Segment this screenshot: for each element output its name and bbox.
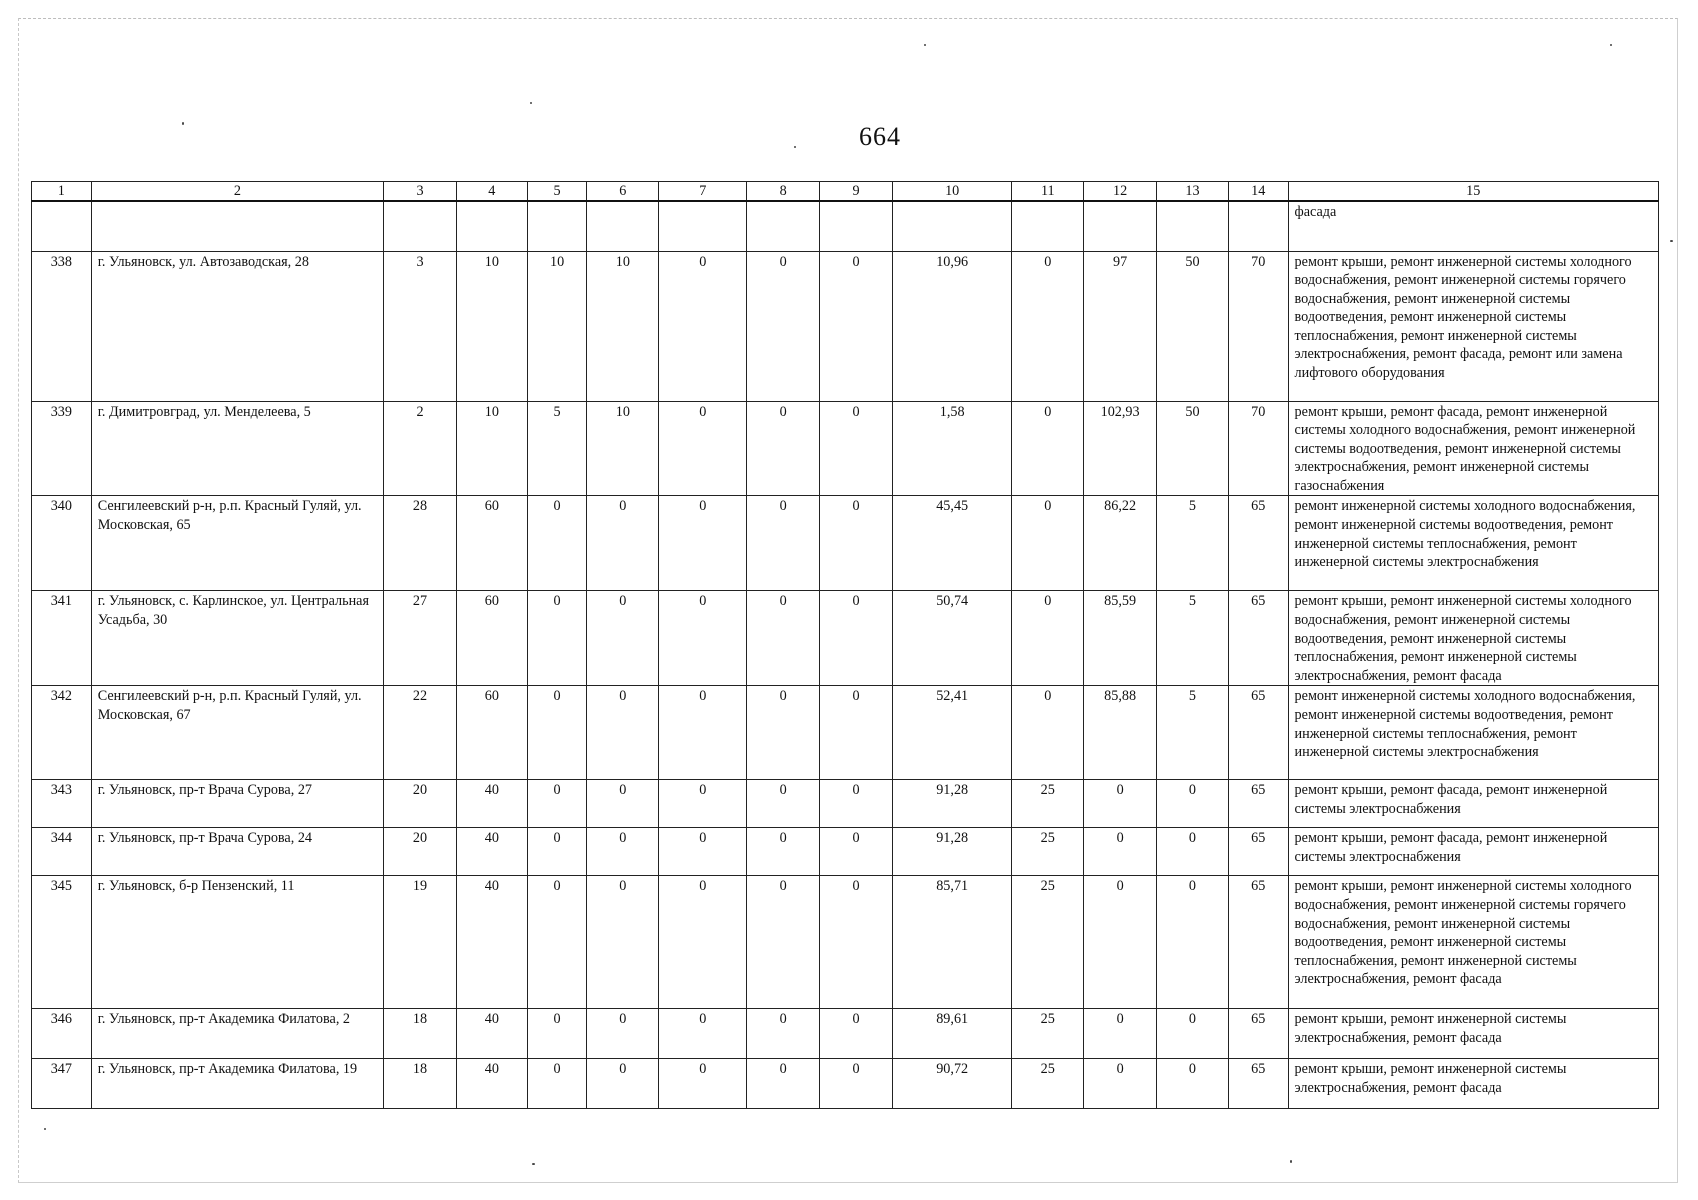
page-number: 664 — [859, 122, 901, 151]
value-cell-c3: 20 — [384, 780, 457, 828]
value-cell-c11: 25 — [1012, 828, 1084, 876]
address-cell: Сенгилеевский р-н, р.п. Красный Гуляй, ул. Московская, 67 — [91, 686, 383, 780]
scan-speck — [1610, 44, 1612, 46]
row-number: 338 — [32, 251, 92, 401]
works-cell: ремонт крыши, ремонт инженерной системы холодного водоснабжения, ремонт инженерной системы горячего водоснабжения, ремонт инженерной системы водоотведения, ремонт инженерной системы теплоснабжения, ремонт инженерной системы электроснабжения, ремонт фасада — [1288, 876, 1658, 1009]
value-cell-c8: 0 — [747, 1009, 820, 1059]
value-cell-c10: 91,28 — [892, 828, 1011, 876]
value-cell-c9: 0 — [820, 496, 893, 591]
value-cell-c5: 0 — [527, 496, 587, 591]
value-cell-c13: 5 — [1157, 496, 1229, 591]
value-cell-c13: 5 — [1157, 591, 1229, 686]
value-cell-c9: 0 — [820, 401, 893, 496]
table-cell — [1084, 201, 1157, 251]
address-cell: Сенгилеевский р-н, р.п. Красный Гуляй, ул. Московская, 65 — [91, 496, 383, 591]
column-header: 7 — [659, 182, 747, 202]
value-cell-c14: 65 — [1228, 1059, 1288, 1109]
value-cell-c8: 0 — [747, 780, 820, 828]
column-header: 1 — [32, 182, 92, 202]
works-cell: ремонт инженерной системы холодного водоснабжения, ремонт инженерной системы водоотведения, ремонт инженерной системы теплоснабжения, ремонт инженерной системы электроснабжения — [1288, 496, 1658, 591]
table-row — [32, 780, 1659, 828]
value-cell-c5: 0 — [527, 828, 587, 876]
row-number: 347 — [32, 1059, 92, 1109]
scan-speck — [530, 102, 532, 104]
value-cell-c12: 0 — [1084, 828, 1157, 876]
value-cell-c5: 10 — [527, 251, 587, 401]
value-cell-c5: 0 — [527, 780, 587, 828]
value-cell-c4: 40 — [456, 1009, 527, 1059]
value-cell-c5: 0 — [527, 1059, 587, 1109]
value-cell-c10: 90,72 — [892, 1059, 1011, 1109]
column-header: 9 — [820, 182, 893, 202]
table-cell — [1228, 201, 1288, 251]
row-number: 344 — [32, 828, 92, 876]
value-cell-c6: 10 — [587, 251, 659, 401]
value-cell-c11: 0 — [1012, 496, 1084, 591]
scan-speck — [1290, 1160, 1292, 1163]
value-cell-c6: 0 — [587, 686, 659, 780]
value-cell-c3: 27 — [384, 591, 457, 686]
value-cell-c6: 0 — [587, 828, 659, 876]
table-row — [32, 251, 1659, 401]
column-header: 13 — [1157, 182, 1229, 202]
value-cell-c12: 0 — [1084, 1009, 1157, 1059]
works-cell: ремонт крыши, ремонт фасада, ремонт инженерной системы холодного водоснабжения, ремонт инженерной системы водоотведения, ремонт инженерной системы электроснабжения, ремонт инженерной системы газоснабжения — [1288, 401, 1658, 496]
table-cell — [659, 201, 747, 251]
value-cell-c14: 65 — [1228, 780, 1288, 828]
row-number: 342 — [32, 686, 92, 780]
scan-speck — [1670, 240, 1673, 242]
table-row — [32, 401, 1659, 496]
table-row — [32, 496, 1659, 591]
value-cell-c13: 5 — [1157, 686, 1229, 780]
value-cell-c3: 18 — [384, 1009, 457, 1059]
table-cell — [456, 201, 527, 251]
column-header: 15 — [1288, 182, 1658, 202]
value-cell-c8: 0 — [747, 251, 820, 401]
value-cell-c13: 0 — [1157, 1059, 1229, 1109]
table-row — [32, 1059, 1659, 1109]
row-number: 343 — [32, 780, 92, 828]
table-cell — [587, 201, 659, 251]
works-cell: ремонт крыши, ремонт фасада, ремонт инженерной системы электроснабжения — [1288, 780, 1658, 828]
value-cell-c9: 0 — [820, 828, 893, 876]
row-number: 345 — [32, 876, 92, 1009]
column-header: 5 — [527, 182, 587, 202]
value-cell-c4: 60 — [456, 496, 527, 591]
address-cell: г. Ульяновск, пр-т Академика Филатова, 19 — [91, 1059, 383, 1109]
row-number: 339 — [32, 401, 92, 496]
value-cell-c9: 0 — [820, 876, 893, 1009]
address-cell: г. Ульяновск, с. Карлинское, ул. Центральная Усадьба, 30 — [91, 591, 383, 686]
column-header: 14 — [1228, 182, 1288, 202]
value-cell-c12: 0 — [1084, 780, 1157, 828]
header-row — [32, 182, 1659, 202]
value-cell-c8: 0 — [747, 876, 820, 1009]
value-cell-c13: 0 — [1157, 828, 1229, 876]
column-header: 10 — [892, 182, 1011, 202]
value-cell-c7: 0 — [659, 496, 747, 591]
scan-speck — [44, 1128, 46, 1130]
value-cell-c12: 85,88 — [1084, 686, 1157, 780]
value-cell-c9: 0 — [820, 251, 893, 401]
value-cell-c9: 0 — [820, 1059, 893, 1109]
value-cell-c10: 1,58 — [892, 401, 1011, 496]
value-cell-c6: 10 — [587, 401, 659, 496]
value-cell-c6: 0 — [587, 1059, 659, 1109]
scan-speck — [794, 146, 796, 148]
value-cell-c11: 25 — [1012, 1059, 1084, 1109]
value-cell-c11: 0 — [1012, 591, 1084, 686]
value-cell-c10: 45,45 — [892, 496, 1011, 591]
continuation-row — [32, 201, 1659, 251]
table-cell — [820, 201, 893, 251]
value-cell-c4: 60 — [456, 591, 527, 686]
value-cell-c7: 0 — [659, 401, 747, 496]
value-cell-c3: 28 — [384, 496, 457, 591]
address-cell: г. Ульяновск, пр-т Врача Сурова, 24 — [91, 828, 383, 876]
table-cell — [1012, 201, 1084, 251]
value-cell-c6: 0 — [587, 1009, 659, 1059]
value-cell-c4: 40 — [456, 828, 527, 876]
value-cell-c12: 97 — [1084, 251, 1157, 401]
value-cell-c5: 0 — [527, 591, 587, 686]
address-cell: г. Ульяновск, пр-т Врача Сурова, 27 — [91, 780, 383, 828]
value-cell-c11: 0 — [1012, 401, 1084, 496]
address-cell: г. Ульяновск, б-р Пензенский, 11 — [91, 876, 383, 1009]
works-cell: ремонт крыши, ремонт инженерной системы холодного водоснабжения, ремонт инженерной системы водоотведения, ремонт инженерной системы теплоснабжения, ремонт инженерной системы электроснабжения, ремонт фасада — [1288, 591, 1658, 686]
address-cell: г. Ульяновск, ул. Автозаводская, 28 — [91, 251, 383, 401]
value-cell-c8: 0 — [747, 686, 820, 780]
value-cell-c6: 0 — [587, 496, 659, 591]
value-cell-c5: 0 — [527, 876, 587, 1009]
value-cell-c14: 65 — [1228, 591, 1288, 686]
works-continuation: фасада — [1288, 201, 1658, 251]
value-cell-c9: 0 — [820, 1009, 893, 1059]
data-table — [31, 181, 1659, 1109]
table-row — [32, 828, 1659, 876]
value-cell-c5: 5 — [527, 401, 587, 496]
value-cell-c8: 0 — [747, 496, 820, 591]
value-cell-c6: 0 — [587, 780, 659, 828]
value-cell-c4: 10 — [456, 401, 527, 496]
works-cell: ремонт крыши, ремонт фасада, ремонт инженерной системы электроснабжения — [1288, 828, 1658, 876]
value-cell-c14: 65 — [1228, 876, 1288, 1009]
value-cell-c10: 89,61 — [892, 1009, 1011, 1059]
column-header: 8 — [747, 182, 820, 202]
value-cell-c14: 65 — [1228, 496, 1288, 591]
row-number: 340 — [32, 496, 92, 591]
row-number: 341 — [32, 591, 92, 686]
value-cell-c10: 50,74 — [892, 591, 1011, 686]
table-cell — [892, 201, 1011, 251]
value-cell-c14: 65 — [1228, 828, 1288, 876]
value-cell-c3: 20 — [384, 828, 457, 876]
value-cell-c3: 22 — [384, 686, 457, 780]
table-cell — [32, 201, 92, 251]
value-cell-c5: 0 — [527, 686, 587, 780]
works-cell: ремонт крыши, ремонт инженерной системы электроснабжения, ремонт фасада — [1288, 1009, 1658, 1059]
value-cell-c11: 25 — [1012, 1009, 1084, 1059]
value-cell-c8: 0 — [747, 591, 820, 686]
value-cell-c11: 25 — [1012, 876, 1084, 1009]
value-cell-c11: 0 — [1012, 686, 1084, 780]
table-cell — [527, 201, 587, 251]
value-cell-c10: 85,71 — [892, 876, 1011, 1009]
value-cell-c5: 0 — [527, 1009, 587, 1059]
value-cell-c14: 70 — [1228, 251, 1288, 401]
value-cell-c7: 0 — [659, 591, 747, 686]
address-cell: г. Ульяновск, пр-т Академика Филатова, 2 — [91, 1009, 383, 1059]
value-cell-c10: 10,96 — [892, 251, 1011, 401]
value-cell-c12: 0 — [1084, 1059, 1157, 1109]
value-cell-c9: 0 — [820, 780, 893, 828]
scan-speck — [924, 44, 926, 46]
value-cell-c13: 0 — [1157, 1009, 1229, 1059]
value-cell-c7: 0 — [659, 780, 747, 828]
value-cell-c4: 10 — [456, 251, 527, 401]
column-header: 3 — [384, 182, 457, 202]
column-header: 2 — [91, 182, 383, 202]
value-cell-c12: 0 — [1084, 876, 1157, 1009]
value-cell-c7: 0 — [659, 828, 747, 876]
value-cell-c9: 0 — [820, 591, 893, 686]
row-number: 346 — [32, 1009, 92, 1059]
table-row — [32, 686, 1659, 780]
table-row — [32, 1009, 1659, 1059]
value-cell-c7: 0 — [659, 686, 747, 780]
value-cell-c7: 0 — [659, 876, 747, 1009]
value-cell-c14: 65 — [1228, 1009, 1288, 1059]
table-cell — [747, 201, 820, 251]
value-cell-c6: 0 — [587, 876, 659, 1009]
value-cell-c13: 50 — [1157, 401, 1229, 496]
value-cell-c4: 40 — [456, 780, 527, 828]
value-cell-c4: 60 — [456, 686, 527, 780]
scan-speck — [182, 122, 184, 125]
value-cell-c10: 52,41 — [892, 686, 1011, 780]
works-cell: ремонт инженерной системы холодного водоснабжения, ремонт инженерной системы водоотведения, ремонт инженерной системы теплоснабжения, ремонт инженерной системы электроснабжения — [1288, 686, 1658, 780]
value-cell-c3: 19 — [384, 876, 457, 1009]
column-header: 12 — [1084, 182, 1157, 202]
value-cell-c3: 3 — [384, 251, 457, 401]
value-cell-c13: 50 — [1157, 251, 1229, 401]
value-cell-c6: 0 — [587, 591, 659, 686]
value-cell-c10: 91,28 — [892, 780, 1011, 828]
table-row — [32, 876, 1659, 1009]
value-cell-c3: 2 — [384, 401, 457, 496]
column-header: 6 — [587, 182, 659, 202]
value-cell-c11: 0 — [1012, 251, 1084, 401]
value-cell-c9: 0 — [820, 686, 893, 780]
value-cell-c4: 40 — [456, 1059, 527, 1109]
value-cell-c14: 65 — [1228, 686, 1288, 780]
value-cell-c4: 40 — [456, 876, 527, 1009]
table-row — [32, 591, 1659, 686]
table-cell — [91, 201, 383, 251]
scan-speck — [532, 1163, 535, 1165]
value-cell-c13: 0 — [1157, 876, 1229, 1009]
works-cell: ремонт крыши, ремонт инженерной системы электроснабжения, ремонт фасада — [1288, 1059, 1658, 1109]
value-cell-c12: 86,22 — [1084, 496, 1157, 591]
value-cell-c7: 0 — [659, 1059, 747, 1109]
works-cell: ремонт крыши, ремонт инженерной системы холодного водоснабжения, ремонт инженерной системы горячего водоснабжения, ремонт инженерной системы водоотведения, ремонт инженерной системы теплоснабжения, ремонт инженерной системы электроснабжения, ремонт фасада, ремонт или замена лифтового оборудования — [1288, 251, 1658, 401]
address-cell: г. Димитровград, ул. Менделеева, 5 — [91, 401, 383, 496]
value-cell-c13: 0 — [1157, 780, 1229, 828]
value-cell-c8: 0 — [747, 401, 820, 496]
value-cell-c7: 0 — [659, 251, 747, 401]
value-cell-c8: 0 — [747, 828, 820, 876]
column-header: 11 — [1012, 182, 1084, 202]
column-header: 4 — [456, 182, 527, 202]
table-cell — [1157, 201, 1229, 251]
value-cell-c11: 25 — [1012, 780, 1084, 828]
value-cell-c8: 0 — [747, 1059, 820, 1109]
value-cell-c7: 0 — [659, 1009, 747, 1059]
value-cell-c12: 85,59 — [1084, 591, 1157, 686]
value-cell-c12: 102,93 — [1084, 401, 1157, 496]
value-cell-c3: 18 — [384, 1059, 457, 1109]
value-cell-c14: 70 — [1228, 401, 1288, 496]
table-cell — [384, 201, 457, 251]
